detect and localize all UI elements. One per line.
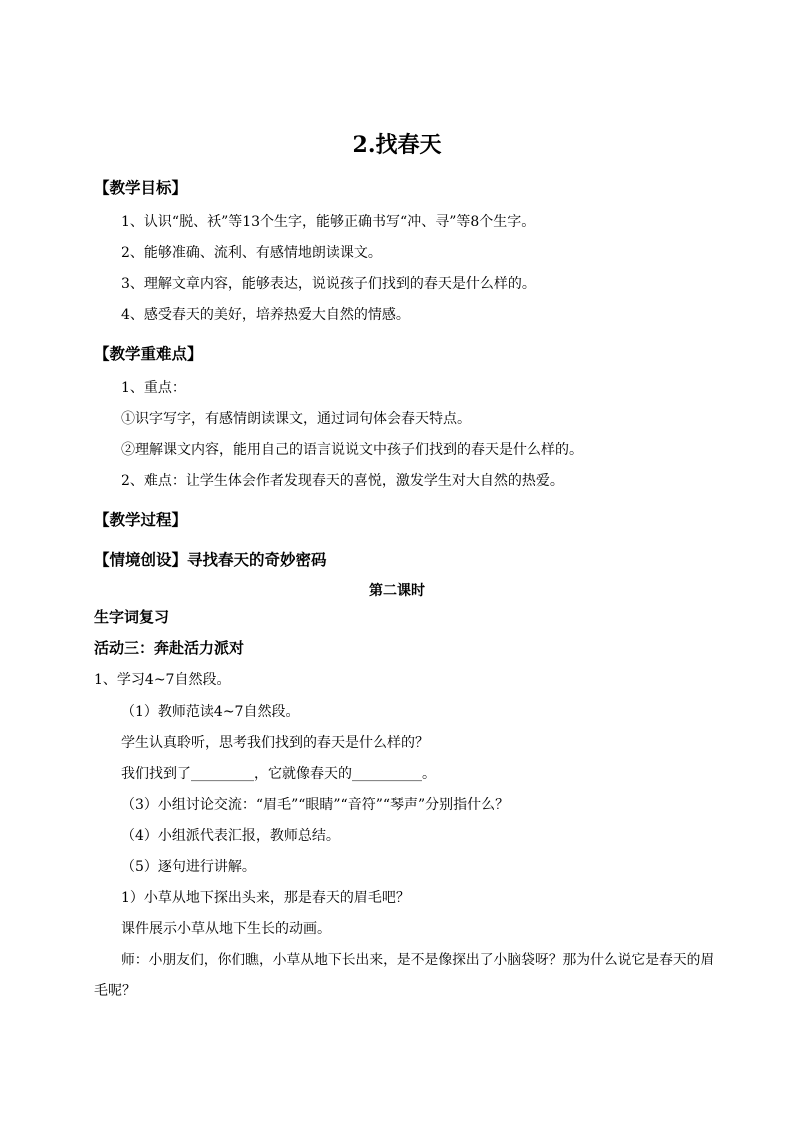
process-line: 1）小草从地下探出头来，那是春天的眉毛吧？ (121, 890, 410, 906)
process-heading: 【教学过程】 (94, 510, 188, 529)
scenario-heading: 【情境创设】寻找春天的奇妙密码 (94, 550, 327, 569)
process-line: （4）小组派代表汇报，教师总结。 (121, 828, 340, 844)
goal-item: 3、理解文章内容，能够表达，说说孩子们找到的春天是什么样的。 (121, 276, 536, 292)
key-point-item: ①识字写字，有感情朗读课文，通过词句体会春天特点。 (121, 411, 471, 427)
goal-item: 2、能够准确、流利、有感情地朗读课文。 (121, 245, 382, 261)
process-line: （5）逐句进行讲解。 (121, 859, 256, 875)
key-point-item: 1、重点： (121, 380, 186, 396)
process-line: 我们找到了_________，它就像春天的__________。 (121, 766, 436, 782)
goals-heading: 【教学目标】 (94, 178, 188, 197)
process-line: 学生认真聆听，思考我们找到的春天是什么样的？ (121, 735, 429, 751)
goal-item: 1、认识“脱、袄”等13个生字，能够正确书写“冲、寻”等8个生字。 (121, 214, 536, 230)
process-line: （3）小组讨论交流：“眉毛”“眼睛”“音符”“琴声”分别指什么？ (121, 797, 510, 813)
lesson-label: 第二课时 (369, 583, 425, 599)
key-point-item: ②理解课文内容，能用自己的语言说说文中孩子们找到的春天是什么样的。 (121, 442, 583, 458)
key-points-heading: 【教学重难点】 (94, 344, 203, 363)
page-title: 2.找春天 (352, 132, 442, 158)
process-line: （1）教师范读4~7自然段。 (121, 704, 300, 720)
process-line: 毛呢？ (94, 983, 136, 999)
review-heading: 生字词复习 (94, 608, 170, 626)
key-point-item: 2、难点：让学生体会作者发现春天的喜悦，激发学生对大自然的热爱。 (121, 473, 564, 489)
goal-item: 4、感受春天的美好，培养热爱大自然的情感。 (121, 307, 410, 323)
process-line: 1、学习4~7自然段。 (94, 672, 231, 688)
activity-heading: 活动三：奔赴活力派对 (94, 639, 245, 657)
process-line: 师：小朋友们，你们瞧，小草从地下长出来，是不是像探出了小脑袋呀？那为什么说它是春天的眉 (121, 952, 715, 968)
process-line: 课件展示小草从地下生长的动画。 (121, 921, 331, 937)
